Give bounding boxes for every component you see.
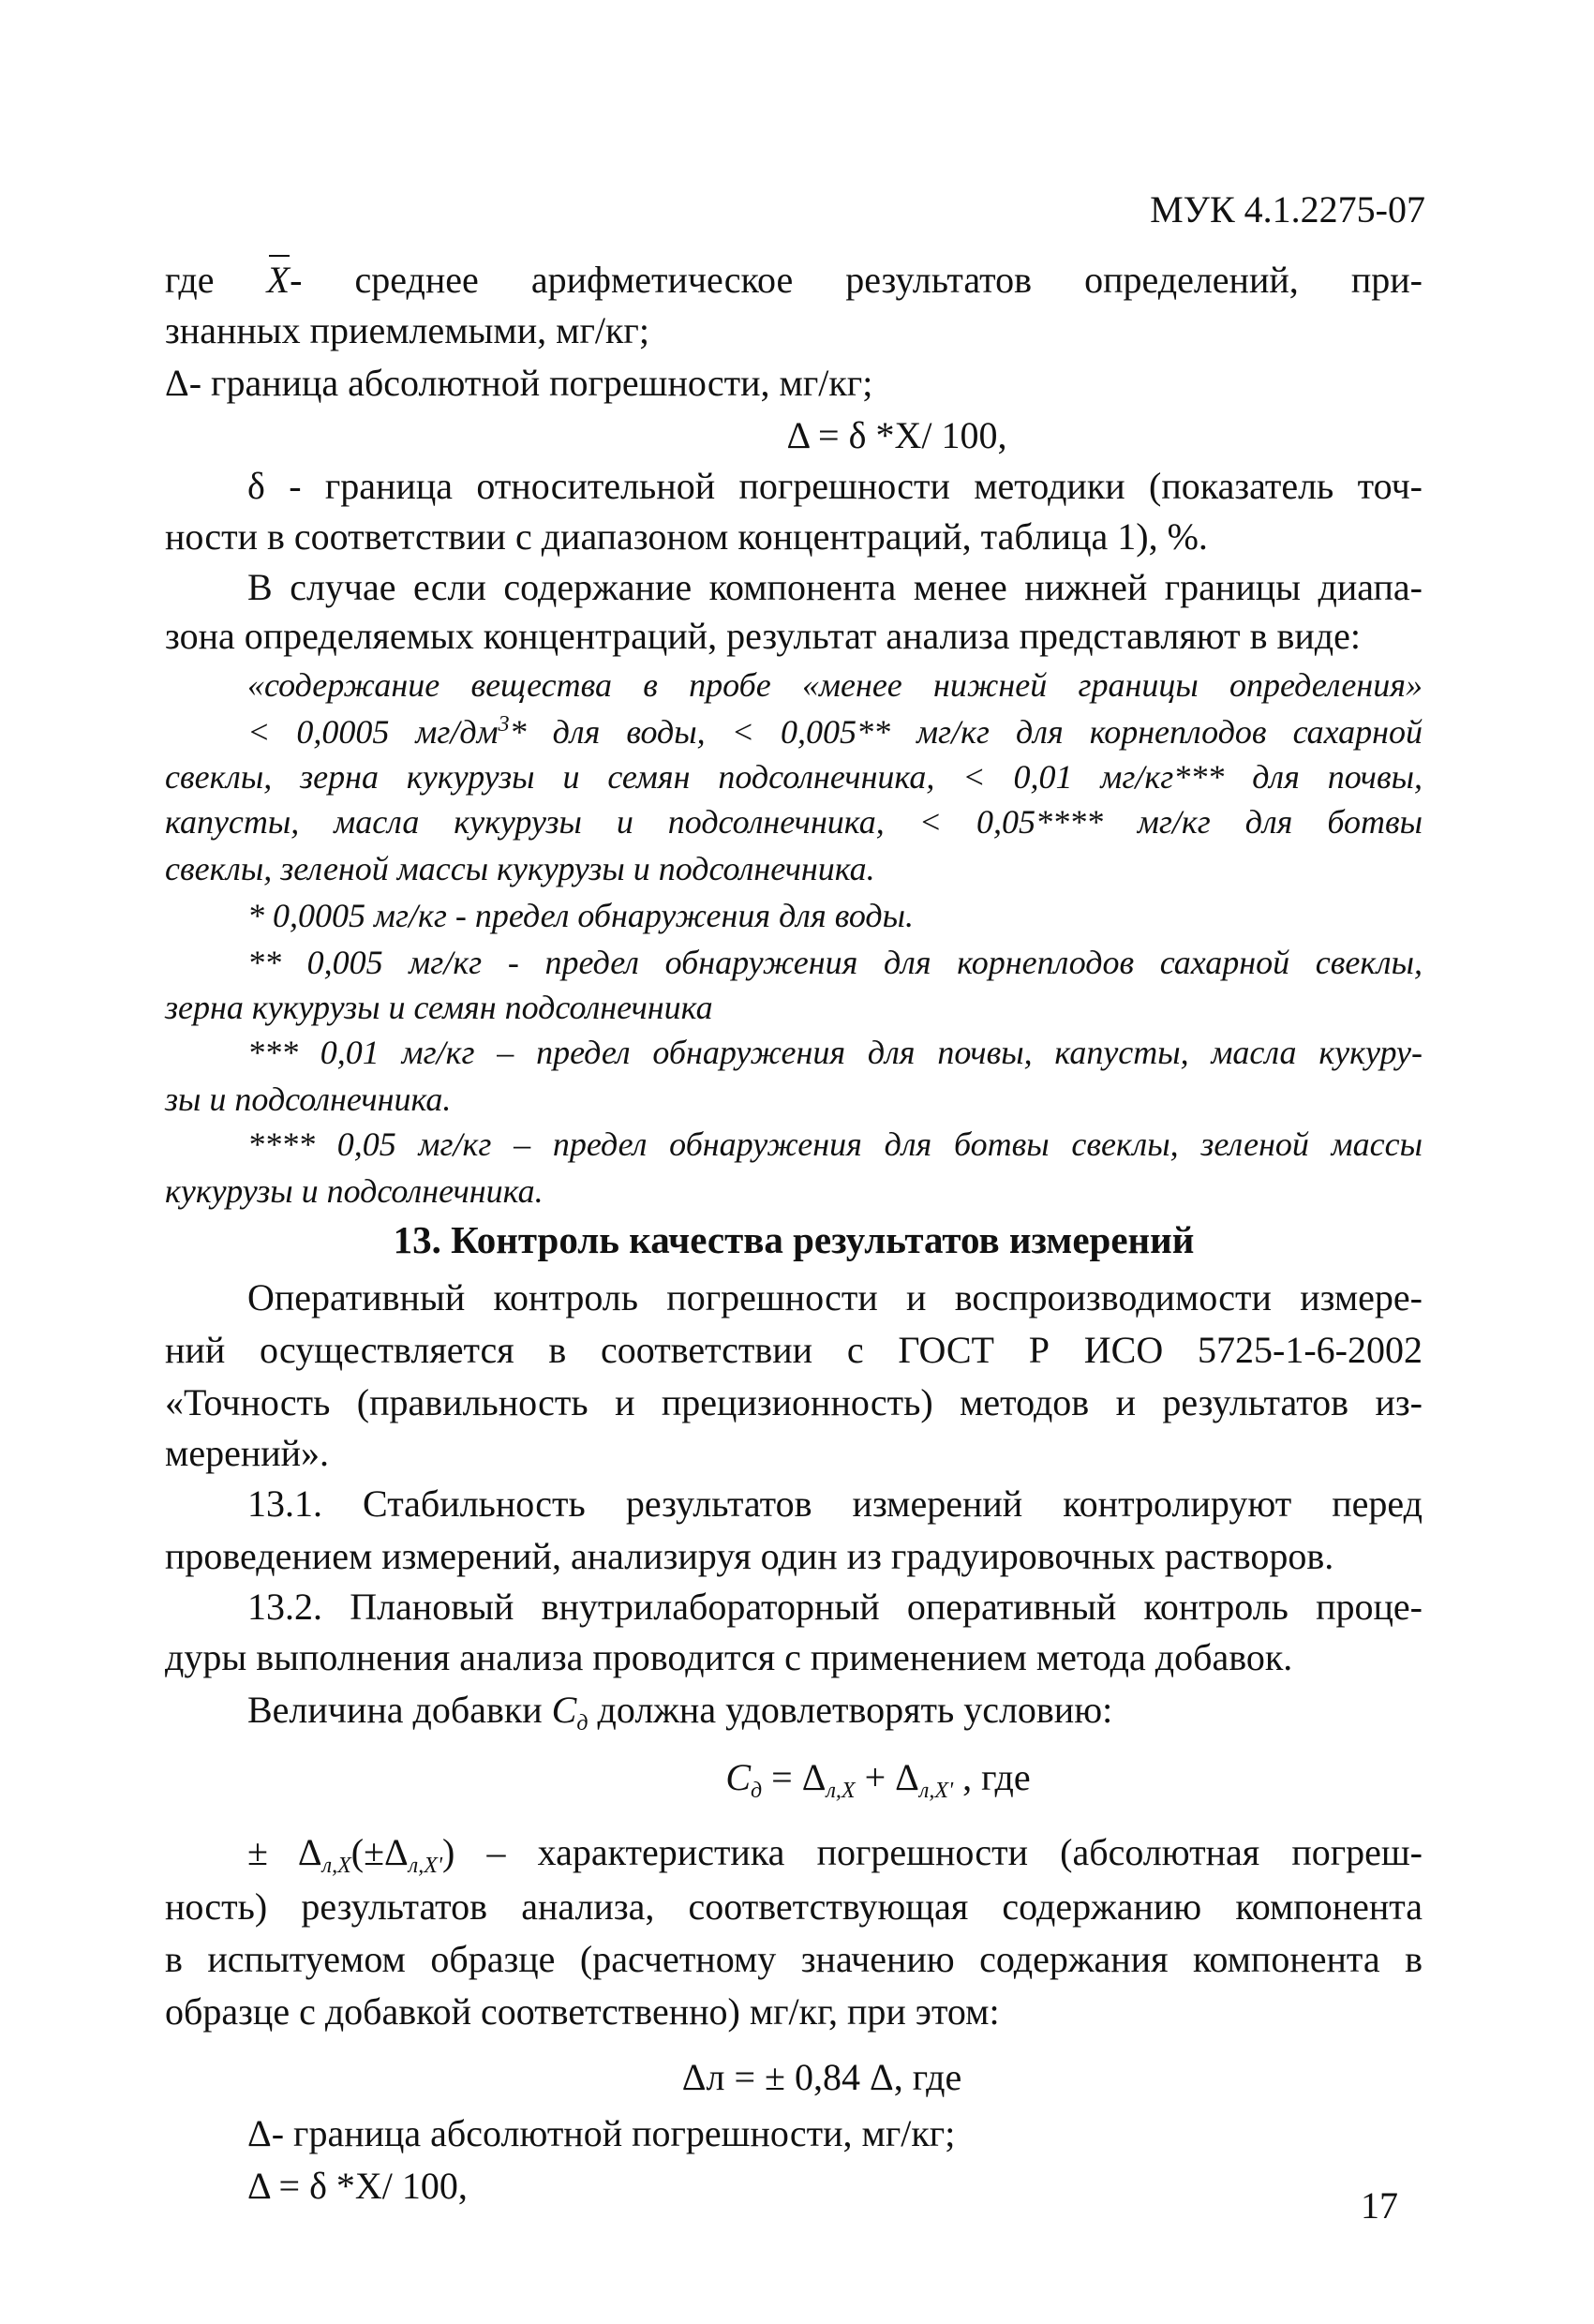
page-number: 17 <box>1361 2184 1398 2227</box>
formula-line: Δ = δ *X/ 100, <box>247 2165 468 2207</box>
italic-line <box>165 710 1423 753</box>
text-fragment: где <box>165 259 215 301</box>
footnote-line: ** 0,005 мг/кг - предел обнаружения для корнеплодов сахарной свеклы, <box>247 944 1423 981</box>
italic-line: капусты, масла кукурузы и подсолнечника, < 0,05**** мг/кг для ботвы <box>165 803 1423 841</box>
footnote-line: зерна кукурузы и семян подсолнечника <box>165 989 713 1026</box>
text-fragment: ) – характеристика погрешности (абсолютная погреш- <box>442 1831 1423 1873</box>
footnote-line: кукурузы и подсолнечника. <box>165 1172 544 1210</box>
body-line: Оперативный контроль погрешности и воспроизводимости измере- <box>247 1276 1423 1318</box>
text-line: зона определяемых концентраций, результат анализа представляют в виде: <box>165 615 1361 657</box>
symbol: C <box>725 1756 752 1798</box>
body-line: в испытуемом образце (расчетному значению содержания компонента в <box>165 1938 1423 1980</box>
subscript: л,X <box>826 1779 856 1803</box>
text-line: Δ- граница абсолютной погрешности, мг/кг; <box>165 362 873 404</box>
formula-line <box>165 1756 1423 1812</box>
subscript: л,X' <box>408 1854 443 1878</box>
subscript: л,X' <box>918 1779 954 1803</box>
italic-line: свеклы, зеленой массы кукурузы и подсолнечника. <box>165 850 875 887</box>
text-fragment: должна удовлетворять условию: <box>597 1689 1113 1731</box>
text-line: δ - граница относительной погрешности методики (показатель точ- <box>247 465 1423 507</box>
superscript: 3 <box>498 712 510 737</box>
body-line: ность) результатов анализа, соответствующая содержанию компонента <box>165 1885 1423 1928</box>
formula-line: Δл = ± 0,84 Δ, где <box>681 2056 962 2098</box>
body-line: Δ- граница абсолютной погрешности, мг/кг; <box>247 2112 956 2154</box>
text-line: ности в соответствии с диапазоном концентраций, таблица 1), %. <box>165 515 1208 558</box>
text-fragment: - среднее арифметическое результатов определений, при- <box>290 259 1423 301</box>
footnote-line: * 0,0005 мг/кг - предел обнаружения для воды. <box>247 897 914 934</box>
text-fragment: (±Δ <box>350 1831 409 1873</box>
italic-line: «содержание вещества в пробе «менее нижней границы определения» <box>247 666 1423 704</box>
body-line: дуры выполнения анализа проводится с применением метода добавок. <box>165 1636 1293 1678</box>
text-line: В случае если содержание компонента менее нижней границы диапа- <box>247 566 1423 608</box>
body-line <box>165 1831 1423 1887</box>
subscript: д <box>576 1711 588 1736</box>
text-fragment: + Δ <box>855 1756 919 1798</box>
text-fragment: < 0,0005 мг/дм <box>247 713 499 751</box>
text-fragment: * для воды, < 0,005** мг/кг для корнеплодов сахарной <box>509 713 1423 751</box>
subscript: д <box>751 1779 763 1803</box>
body-line: мерений». <box>165 1432 330 1474</box>
text-fragment: Величина добавки <box>247 1689 543 1731</box>
text-line: знанных приемлемыми, мг/кг; <box>165 309 649 351</box>
x-mean-symbol: X <box>266 259 290 301</box>
body-line: проведением измерений, анализируя один из градуировочных растворов. <box>165 1535 1334 1577</box>
footnote-line: *** 0,01 мг/кг – предел обнаружения для почвы, капусты, масла кукуру- <box>247 1034 1423 1071</box>
text-fragment: , где <box>953 1756 1031 1798</box>
body-line: 13.2. Плановый внутрилабораторный оперативный контроль проце- <box>247 1586 1423 1628</box>
body-line <box>165 1689 1423 1745</box>
symbol: C <box>551 1689 577 1731</box>
text-fragment: = Δ <box>762 1756 827 1798</box>
body-line: «Точность (правильность и прецизионность) методов и результатов из- <box>165 1381 1423 1423</box>
text-fragment: ± Δ <box>247 1831 322 1873</box>
text-line <box>165 259 1423 302</box>
subscript: л,X <box>321 1854 351 1878</box>
footnote-line: зы и подсолнечника. <box>165 1080 452 1118</box>
body-line: 13.1. Стабильность результатов измерений контролируют перед <box>247 1482 1423 1525</box>
italic-line: свеклы, зерна кукурузы и семян подсолнечника, < 0,01 мг/кг*** для почвы, <box>165 758 1423 796</box>
formula-line: Δ = δ *X/ 100, <box>786 414 1007 456</box>
body-line: ний осуществляется в соответствии с ГОСТ Р ИСО 5725-1-6-2002 <box>165 1329 1423 1371</box>
section-heading: 13. Контроль качества результатов измерений <box>393 1218 1195 1261</box>
footnote-line: **** 0,05 мг/кг – предел обнаружения для ботвы свеклы, зеленой массы <box>247 1125 1423 1163</box>
document-code: МУК 4.1.2275-07 <box>1150 188 1425 231</box>
body-line: образце с добавкой соответственно) мг/кг, при этом: <box>165 1990 1000 2033</box>
